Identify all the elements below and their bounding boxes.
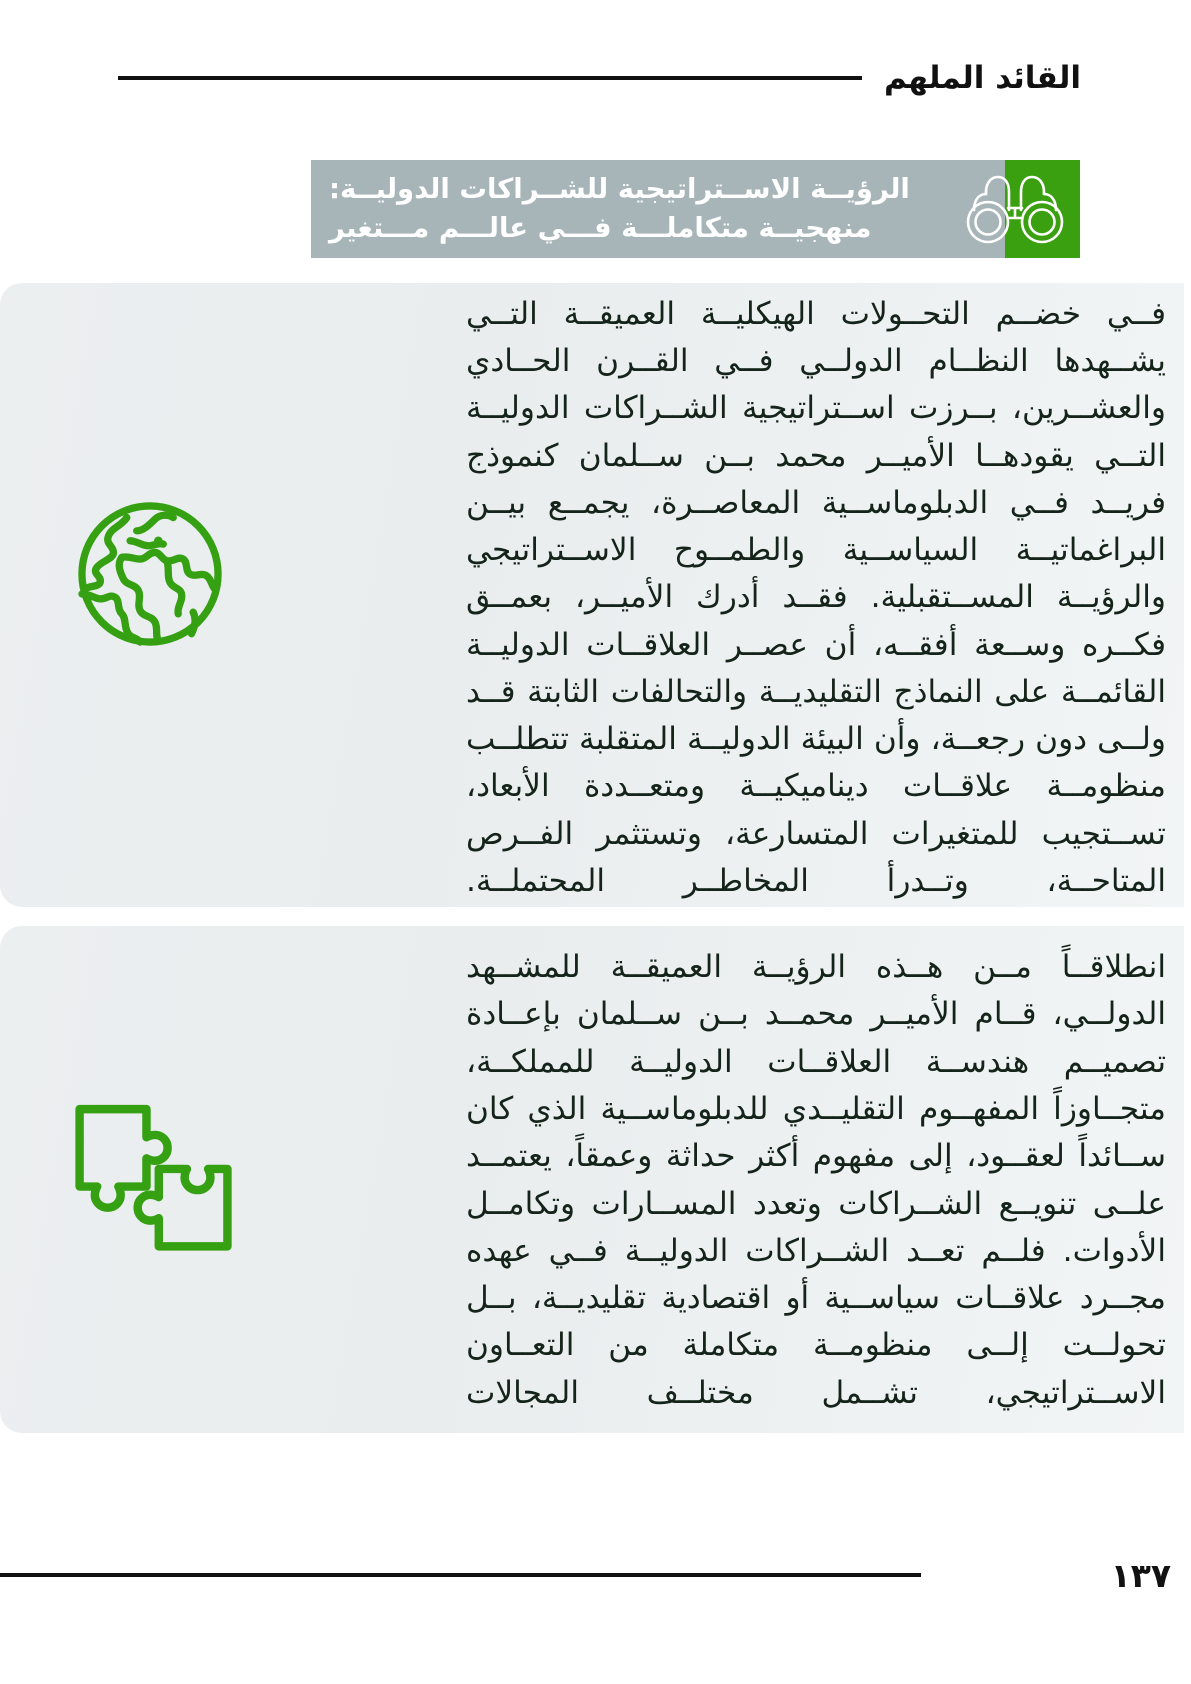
content-card-inner bbox=[0, 283, 1184, 907]
card-text-column bbox=[466, 283, 1166, 907]
banner-title-line-1: الرؤيــة الاســتراتيجية للشــراكات الدوليــة: bbox=[329, 172, 910, 205]
card-icon-slot bbox=[0, 479, 300, 669]
card-icon-slot bbox=[0, 1081, 300, 1271]
content-card bbox=[0, 283, 1184, 907]
footer-divider-rule bbox=[0, 1573, 921, 1577]
content-card-inner bbox=[0, 926, 1184, 1433]
page-footer bbox=[0, 1552, 1191, 1598]
card-paragraph: انطلاقــاً مــن هــذه الرؤيــة العميقــة للمشــهد الدولــي، قــام الأميــر محمــد بــن ســلمان بإعــادة تصميــم هندســة العلاقــات الدوليــة للمملكــة، متجــاوزاً المفهــوم التقليــدي للدبلوماســية الذي كان ســائداً لعقــود، إلى مفهوم أكثر حداثة وعمقاً، يعتمــد علــى تنويــع الشــراكات وتعدد المســارات وتكامــل الأدوات. فلــم تعــد الشــراكات الدوليــة فــي عهده مجــرد علاقــات سياســية أو اقتصادية تقليديــة، بــل تحولــت إلــى منظومــة متكاملة من التعــاون الاســتراتيجي، تشــمل مختلــف المجالات bbox=[466, 949, 1166, 1411]
content-card bbox=[0, 926, 1184, 1433]
puzzle-icon bbox=[62, 1088, 238, 1264]
page-number: ١٣٧ bbox=[1110, 1555, 1171, 1595]
card-text-column bbox=[466, 926, 1166, 1433]
header-divider-rule bbox=[118, 76, 862, 80]
card-paragraph: فــي خضــم التحــولات الهيكليــة العميقــة التــي يشــهدها النظــام الدولــي فــي القــرن الحــادي والعشــرين، بــرزت اســتراتيجية الشــراكات الدوليــة التــي يقودهــا الأميــر محمد بــن ســلمان كنموذج فريــد فــي الدبلوماســية المعاصــرة، يجمــع بيــن البراغماتيــة السياســية والطمــوح الاســتراتيجي والرؤيــة المســتقبلية. فقــد أدرك الأميــر، بعمــق فكــره وســعة أفقــه، أن عصــر العلاقــات الدوليــة القائمــة على النماذج التقليديــة والتحالفات الثابتة قــد ولــى دون رجعــة، وأن البيئة الدوليــة المتقلبة تتطلــب منظومــة علاقــات ديناميكيــة ومتعــددة الأبعاد، تســتجيب للمتغيرات المتسارعة، وتستثمر الفــرص المتاحــة، وتــدرأ المخاطــر المحتملــة. bbox=[466, 295, 1166, 899]
section-title-banner bbox=[311, 160, 1080, 258]
globe-icon bbox=[67, 491, 233, 657]
banner-title-line-2: منهجيــة متكاملـــة فـــي عالـــم مـــتغير bbox=[329, 212, 872, 244]
banner-icon-box bbox=[1005, 160, 1080, 258]
page-header bbox=[0, 52, 1191, 104]
header-chapter-title: القائد الملهم bbox=[883, 59, 1081, 96]
banner-text-box bbox=[311, 160, 1005, 258]
